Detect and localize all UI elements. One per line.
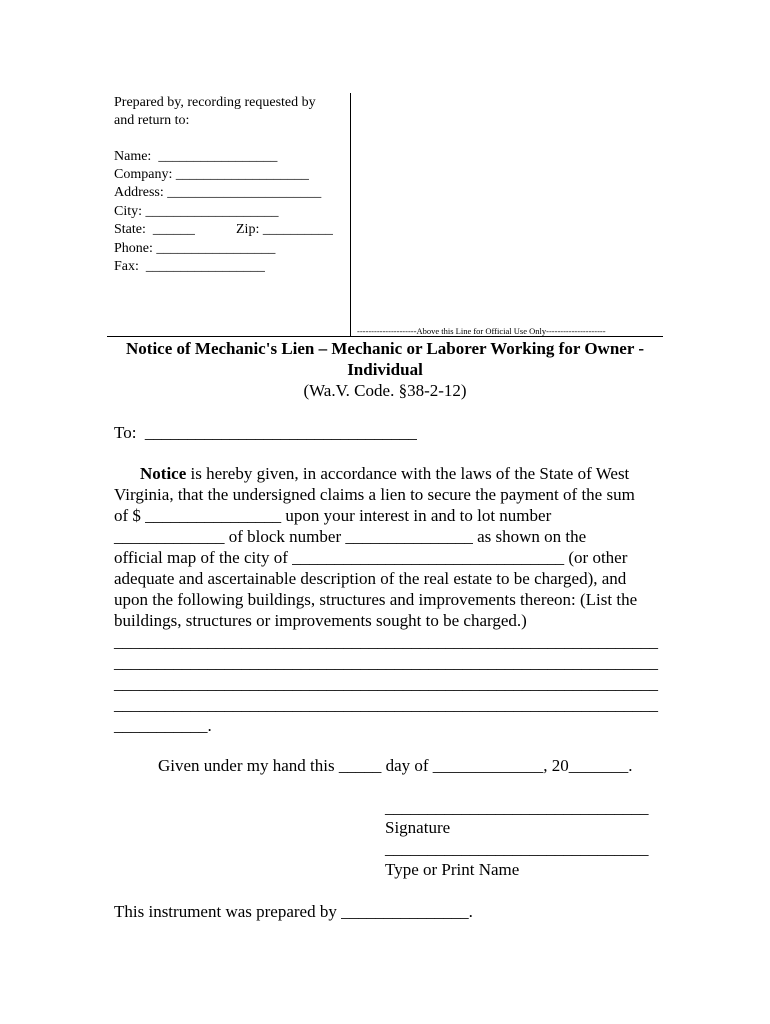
fax-field[interactable]: Fax: _________________ [114,259,265,274]
prepared-by-line1: Prepared by, recording requested by [114,95,316,110]
improvements-blank-4[interactable]: ________________________________________________________________ [114,695,658,714]
page-title-line2: Individual [347,360,423,379]
address-field[interactable]: Address: ______________________ [114,185,322,200]
state-field[interactable]: State: ______ [114,222,195,237]
header-divider-vertical [350,93,351,337]
company-field[interactable]: Company: ___________________ [114,167,309,182]
code-citation: (Wa.V. Code. §38-2-12) [303,381,467,400]
body-line-1 [140,464,629,484]
zip-field[interactable]: Zip: __________ [236,222,333,237]
official-use-notice: ---------------------Above this Line for Official Use Only--------------------- [357,326,606,336]
phone-field[interactable]: Phone: _________________ [114,241,276,256]
given-under-hand[interactable]: Given under my hand this _____ day of _____________, 20_______. [158,756,633,775]
print-name-label: Type or Print Name [385,860,520,879]
improvements-blank-5[interactable]: ___________. [114,716,212,735]
notice-word: Notice [140,464,187,483]
body-line-2: Virginia, that the undersigned claims a lien to secure the payment of the sum [114,485,635,504]
body-line-3: of $ ________________ upon your interest in and to lot number [114,506,552,525]
improvements-blank-3[interactable]: ________________________________________________________________ [114,674,658,693]
prepared-by-line2: and return to: [114,113,190,128]
signature-label: Signature [385,818,451,837]
body-line-6: adequate and ascertainable description of the real estate to be charged), and [114,569,627,588]
body-line-7: upon the following buildings, structures and improvements thereon: (List the [114,590,638,609]
to-field[interactable]: To: ________________________________ [114,423,417,442]
improvements-blank-1[interactable]: ________________________________________________________________ [114,632,658,651]
body-line-1-text: is hereby given, in accordance with the laws of the State of West [186,464,630,483]
print-name-line[interactable]: _______________________________ [385,839,649,858]
signature-line[interactable]: _______________________________ [385,798,649,817]
name-field[interactable]: Name: _________________ [114,149,278,164]
body-line-5: official map of the city of ________________________________ (or other [114,548,628,567]
prepared-by-statement[interactable]: This instrument was prepared by _______________. [114,902,473,921]
improvements-blank-2[interactable]: ________________________________________________________________ [114,653,658,672]
city-field[interactable]: City: ___________________ [114,204,279,219]
page-title: Notice of Mechanic's Lien – Mechanic or Laborer Working for Owner - [126,339,644,358]
body-line-8: buildings, structures or improvements sought to be charged.) [114,611,527,630]
body-line-4: _____________ of block number _______________ as shown on the [114,527,587,546]
header-divider-horizontal [107,336,663,337]
